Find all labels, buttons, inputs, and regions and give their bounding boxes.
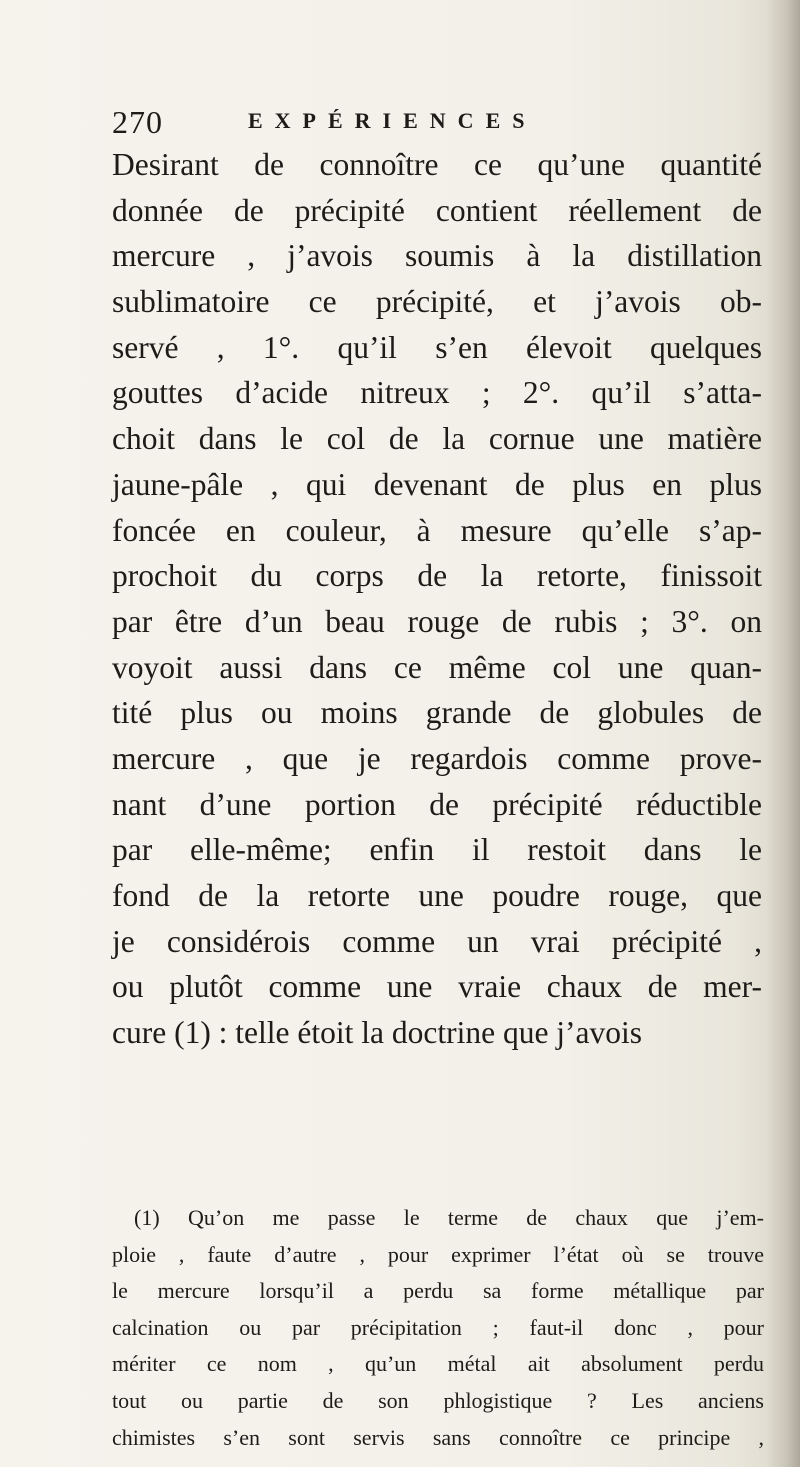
text-line: cure (1) : telle étoit la doctrine que j’avois [112,1015,643,1051]
text-line: ou plutôt comme une vraie chaux de mer- [112,969,762,1005]
text-line: choit dans le col de la cornue une matière [112,421,762,457]
text-line: mercure , j’avois soumis à la distillation [112,238,762,274]
footnote-line: chimistes s’en sont servis sans connoître ce principe , [112,1424,764,1450]
text-line: voyoit aussi dans ce même col une quan- [112,649,762,685]
footnote-line: calcination ou par précipitation ; faut-il donc , pour [112,1314,764,1340]
text-line: donnée de précipité contient réellement de [112,192,762,228]
main-text [112,142,762,1056]
page-header [112,100,632,144]
footnote-line: (1) Qu’on me passe le terme de chaux que j’em- [134,1205,764,1230]
text-line: par être d’un beau rouge de rubis ; 3°. on [112,603,762,639]
text-line: mercure , que je regardois comme prove- [112,740,762,776]
text-line: gouttes d’acide nitreux ; 2°. qu’il s’atta- [112,375,762,411]
text-line: servé , 1°. qu’il s’en élevoit quelques [112,329,762,365]
text-line: nant d’une portion de précipité réductible [112,786,762,822]
page-edge-shadow [766,0,800,1467]
footnote-line: le mercure lorsqu’il a perdu sa forme métallique par [112,1278,764,1304]
text-line: fond de la retorte une poudre rouge, que [112,878,762,913]
text-line: prochoit du corps de la retorte, finissoit [112,558,762,594]
text-line: par elle-même; enfin il restoit dans le [112,832,762,868]
footnote [112,1200,764,1456]
running-head: EXPÉRIENCES [248,108,537,133]
text-line: sublimatoire ce précipité, et j’avois ob- [112,284,762,320]
text-line: je considérois comme un vrai précipité , [112,923,762,959]
text-line: jaune-pâle , qui devenant de plus en plus [112,466,762,502]
page-number: 270 [112,104,163,140]
text-line: foncée en couleur, à mesure qu’elle s’ap- [112,512,762,548]
footnote-line: tout ou partie de son phlogistique ? Les anciens [112,1387,764,1413]
footnote-line: ploie , faute d’autre , pour exprimer l’état où se trouve [112,1241,764,1267]
footnote-line: mériter ce nom , qu’un métal ait absolument perdu [112,1351,764,1377]
text-line: Desirant de connoître ce qu’une quantité [112,147,762,182]
text-line: tité plus ou moins grande de globules de [112,695,762,731]
